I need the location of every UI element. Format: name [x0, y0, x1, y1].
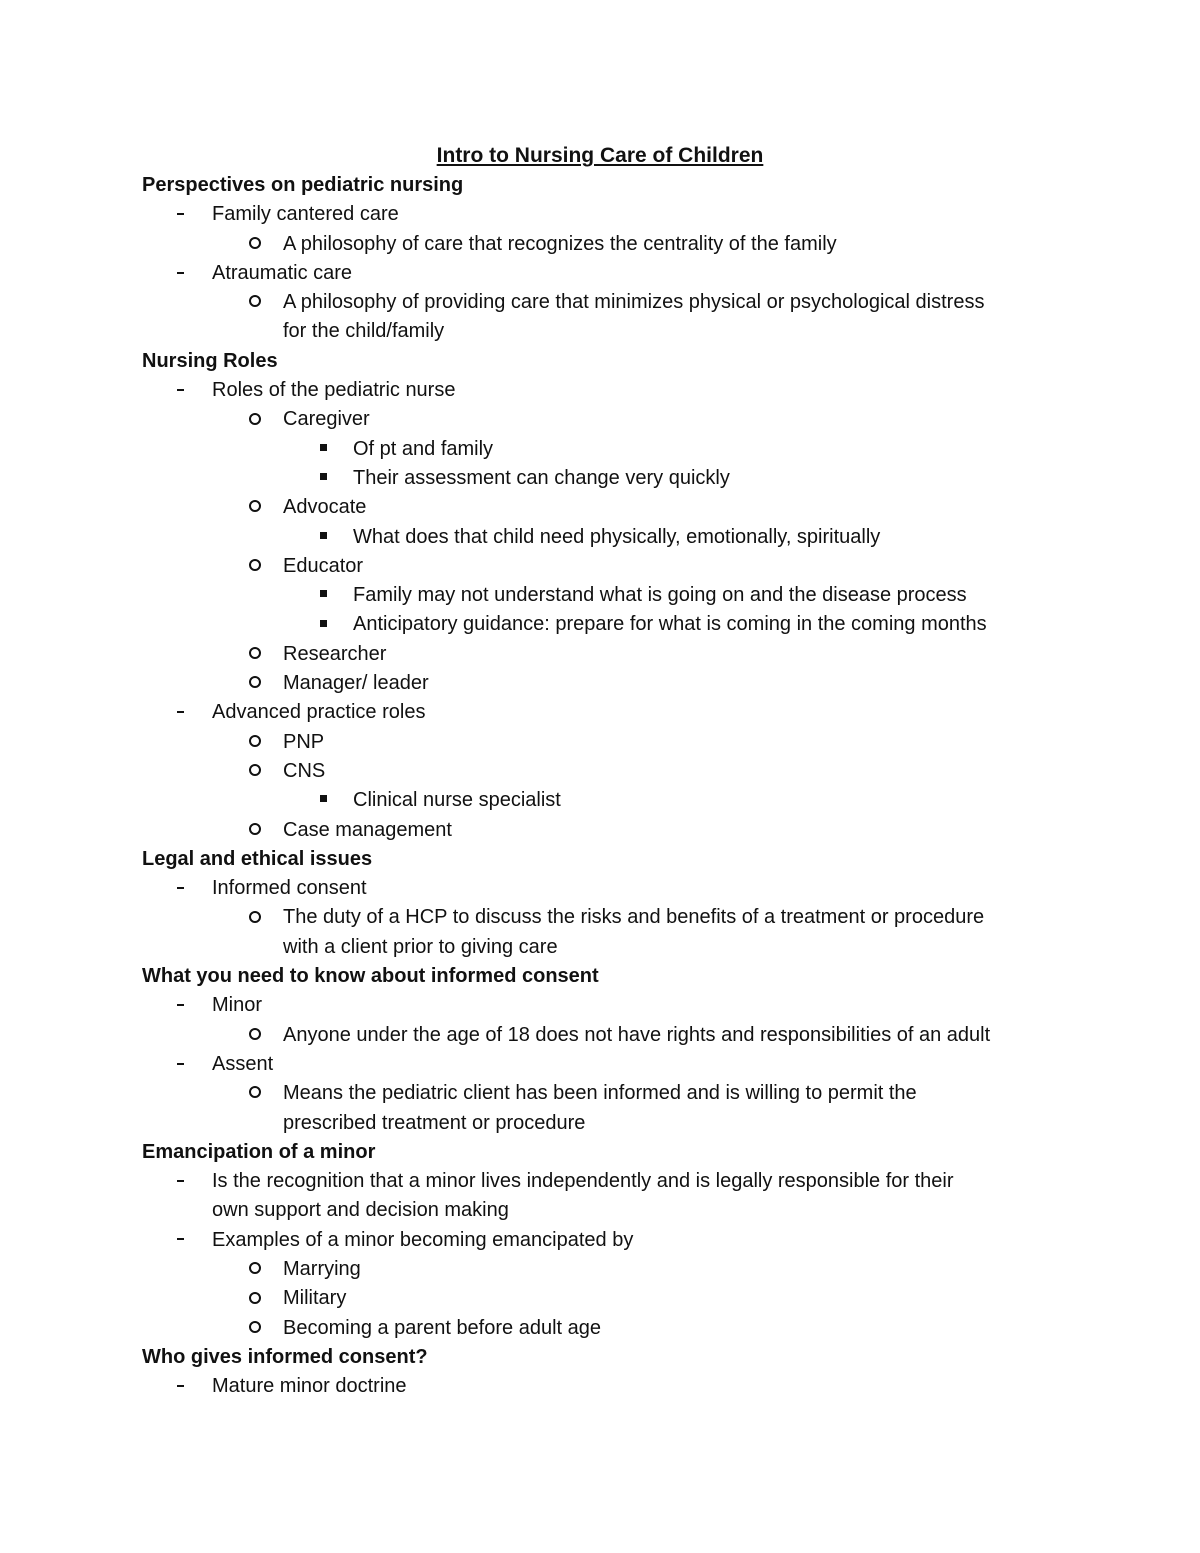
- circle-bullet-icon: [245, 405, 265, 434]
- section-heading: Legal and ethical issues: [142, 847, 373, 870]
- circle-bullet-icon: [245, 816, 265, 845]
- outline-item: [0, 376, 1200, 405]
- outline-item: [0, 230, 1200, 259]
- outline-item: [0, 1050, 1200, 1079]
- circle-bullet-icon: [245, 1314, 265, 1343]
- outline-item-text: CNS: [283, 759, 326, 782]
- outline-item: [0, 1314, 1200, 1343]
- outline-item: [0, 259, 1200, 288]
- circle-bullet-icon: [245, 493, 265, 522]
- circle-bullet-icon: [245, 1255, 265, 1284]
- circle-bullet-icon: [245, 728, 265, 757]
- outline-item: [0, 1372, 1200, 1401]
- section-heading: What you need to know about informed consent: [142, 965, 599, 988]
- outline-item: [0, 464, 1200, 493]
- outline-item: [0, 728, 1200, 757]
- outline-item-text: A philosophy of care that recognizes the centrality of the family: [283, 232, 837, 255]
- outline-item-text: Anyone under the age of 18 does not have rights and responsibilities of an adult: [283, 1023, 991, 1046]
- circle-bullet-icon: [245, 1284, 265, 1313]
- outline-item: [0, 816, 1200, 845]
- outline-item: [0, 786, 1200, 815]
- outline-item: [0, 874, 1200, 903]
- outline-item-text: with a client prior to giving care: [283, 935, 558, 958]
- outline-item-text: Atraumatic care: [212, 261, 353, 284]
- outline-item-text: Informed consent: [212, 877, 367, 900]
- outline-item-text: Their assessment can change very quickly: [353, 466, 730, 489]
- square-bullet-icon: [313, 435, 333, 464]
- circle-bullet-icon: [245, 669, 265, 698]
- outline-item-text: Manager/ leader: [283, 672, 429, 695]
- outline-item-text: Means the pediatric client has been informed and is willing to permit the: [283, 1082, 917, 1105]
- outline-item-text: The duty of a HCP to discuss the risks and benefits of a treatment or procedure: [283, 906, 985, 929]
- dash-bullet-icon: [170, 376, 190, 405]
- outline-item: [0, 610, 1200, 639]
- outline-item-text: Mature minor doctrine: [212, 1375, 407, 1398]
- circle-bullet-icon: [245, 640, 265, 669]
- circle-bullet-icon: [245, 288, 265, 317]
- outline-item: [0, 581, 1200, 610]
- dash-bullet-icon: [170, 991, 190, 1020]
- outline-item: [0, 1021, 1200, 1050]
- outline-item-text: Advocate: [283, 496, 367, 519]
- outline-item-text: What does that child need physically, emotionally, spiritually: [353, 525, 881, 548]
- outline-item-text: Of pt and family: [353, 437, 494, 460]
- outline-item-text: Researcher: [283, 642, 387, 665]
- circle-bullet-icon: [245, 757, 265, 786]
- circle-bullet-icon: [245, 1021, 265, 1050]
- outline-item-text: Case management: [283, 818, 452, 841]
- document-body: [0, 171, 1200, 1401]
- outline-item: [0, 991, 1200, 1020]
- outline-item-text: PNP: [283, 730, 325, 753]
- dash-bullet-icon: [170, 1167, 190, 1196]
- outline-item: [0, 1109, 1200, 1138]
- dash-bullet-icon: [170, 1050, 190, 1079]
- outline-item: [0, 317, 1200, 346]
- document-title: Intro to Nursing Care of Children: [436, 144, 764, 167]
- square-bullet-icon: [313, 581, 333, 610]
- outline-item-text: Minor: [212, 994, 263, 1017]
- outline-item: [0, 933, 1200, 962]
- outline-item-text: Anticipatory guidance: prepare for what is coming in the coming months: [353, 613, 987, 636]
- dash-bullet-icon: [170, 874, 190, 903]
- circle-bullet-icon: [245, 230, 265, 259]
- outline-item-text: Advanced practice roles: [212, 701, 426, 724]
- outline-item-text: Clinical nurse specialist: [353, 789, 561, 812]
- outline-item: [0, 1284, 1200, 1313]
- circle-bullet-icon: [245, 1079, 265, 1108]
- outline-item: [0, 1196, 1200, 1225]
- circle-bullet-icon: [245, 903, 265, 932]
- circle-bullet-icon: [245, 552, 265, 581]
- dash-bullet-icon: [170, 1372, 190, 1401]
- outline-item-text: A philosophy of providing care that minimizes physical or psychological distress: [283, 291, 985, 314]
- outline-item-text: Assent: [212, 1052, 274, 1075]
- dash-bullet-icon: [170, 1226, 190, 1255]
- outline-item-text: prescribed treatment or procedure: [283, 1111, 586, 1134]
- outline-item: [0, 493, 1200, 522]
- outline-item-text: own support and decision making: [212, 1199, 509, 1222]
- outline-item: [0, 669, 1200, 698]
- outline-item: [0, 288, 1200, 317]
- outline-item: [0, 552, 1200, 581]
- section-heading: Nursing Roles: [142, 349, 278, 372]
- outline-item-text: Military: [283, 1287, 347, 1310]
- outline-item-text: for the child/family: [283, 320, 445, 343]
- outline-item: [0, 435, 1200, 464]
- outline-item: [0, 1167, 1200, 1196]
- dash-bullet-icon: [170, 698, 190, 727]
- section-heading: Perspectives on pediatric nursing: [142, 174, 464, 196]
- outline-item-text: Roles of the pediatric nurse: [212, 379, 456, 402]
- section-heading: Emancipation of a minor: [142, 1140, 376, 1163]
- outline-item: [0, 640, 1200, 669]
- dash-bullet-icon: [170, 259, 190, 288]
- square-bullet-icon: [313, 610, 333, 639]
- outline-item: [0, 200, 1200, 229]
- outline-item: [0, 1226, 1200, 1255]
- outline-item: [0, 405, 1200, 434]
- square-bullet-icon: [313, 786, 333, 815]
- outline-item-text: Caregiver: [283, 408, 370, 431]
- outline-item: [0, 698, 1200, 727]
- outline-item: [0, 757, 1200, 786]
- outline-item: [0, 903, 1200, 932]
- outline-item-text: Examples of a minor becoming emancipated by: [212, 1228, 634, 1251]
- square-bullet-icon: [313, 523, 333, 552]
- section-heading: Who gives informed consent?: [142, 1345, 428, 1368]
- outline-item-text: Family cantered care: [212, 203, 399, 226]
- outline-item-text: Marrying: [283, 1257, 361, 1280]
- outline-item-text: Family may not understand what is going on and the disease process: [353, 584, 967, 607]
- square-bullet-icon: [313, 464, 333, 493]
- outline-item: [0, 1079, 1200, 1108]
- dash-bullet-icon: [170, 200, 190, 229]
- outline-item-text: Becoming a parent before adult age: [283, 1316, 601, 1339]
- outline-item-text: Educator: [283, 554, 364, 577]
- outline-item-text: Is the recognition that a minor lives independently and is legally responsible for their: [212, 1170, 954, 1193]
- outline-item: [0, 1255, 1200, 1284]
- outline-item: [0, 523, 1200, 552]
